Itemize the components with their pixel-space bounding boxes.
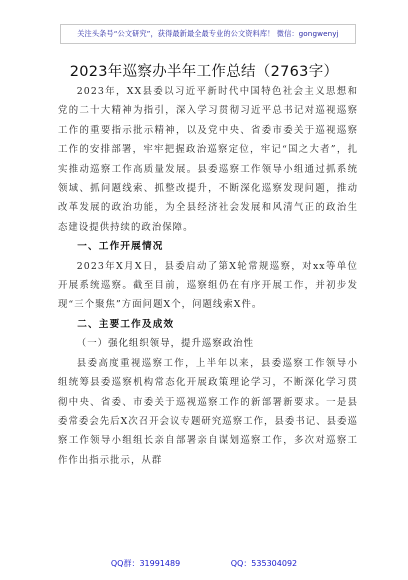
section-heading-2: 二、主要工作及成效	[77, 318, 175, 330]
section-heading-1: 一、工作开展情况	[77, 241, 164, 253]
intro-paragraph: 2023年，XX县委以习近平新时代中国特色社会主义思想和党的二十大精神为指引，深入学习贯彻习近平总书记对巡视巡察工作的重要指示批示精神，以及党中央、省委市委关于巡视巡察工作的安排部署，牢牢把握政治巡察定位，牢记“国之大者”，扎实推动巡察工作高质量发展。县委巡察工作领导小组通过抓系统领域、抓问题线索、抓整改提升，不断深化巡察发现问题，推动改革发展的政治功能，为全县经济社会发展和风清气正的政治生态建设提供持续的政治保障。	[58, 86, 358, 233]
page-title: 2023年巡察办半年工作总结（2763字）	[69, 64, 339, 80]
section2-paragraph: 县委高度重视巡察工作，上半年以来，县委巡察工作领导小组统筹县委巡察机构常态化开展政策理论学习，不断深化学习贯彻中央、省委、市委关于巡视巡察工作的新部署新要求。一是县委常委会先后X次召开会议专题研究巡察工作，县委书记、县委巡察工作领导小组组长亲自部署亲自谋划巡察工作，多次对巡察工作作出指示批示，从群	[58, 357, 358, 466]
promo-banner: 关注头条号“公文研究”，获得最新最全最专业的公文资料库！ 微信：gongwenyj	[60, 24, 356, 44]
section1-paragraph: 2023年X月X日，县委启动了第X轮常规巡察，对xx等单位开展系统巡察。截至目前，巡察组仍在有序开展工作，并初步发现“三个聚焦”方面问题X个，问题线索X件。	[58, 260, 358, 311]
subsection-heading-1: （一）强化组织领导，提升巡察政治性	[76, 338, 255, 350]
footer-contacts	[0, 558, 408, 569]
qq-number: QQ：535304092	[230, 559, 298, 568]
qq-group-number: QQ群：31991489	[110, 559, 181, 568]
document-body	[58, 82, 358, 470]
